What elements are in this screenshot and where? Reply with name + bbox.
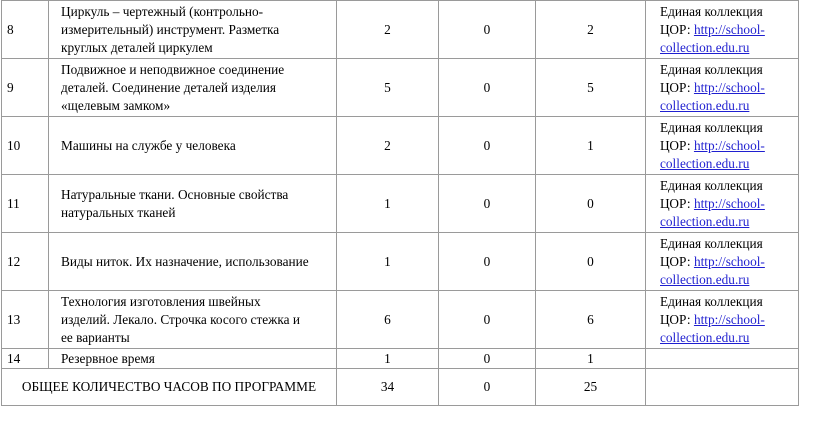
row-practice-hours: 6 xyxy=(536,291,646,349)
resource-line xyxy=(660,79,796,97)
resource-label: ЦОР: xyxy=(660,195,694,211)
row-topic xyxy=(49,59,337,117)
resource-link[interactable]: http://school- xyxy=(693,79,765,95)
table-row xyxy=(2,59,799,117)
row-topic xyxy=(49,175,337,233)
row-practice-hours: 0 xyxy=(536,175,646,233)
topic-line: изделий. Лекало. Строчка косого стежка и xyxy=(61,311,300,327)
topic-line: ее варианты xyxy=(61,329,130,345)
resource-link-line xyxy=(660,97,796,115)
resource-link-line xyxy=(660,271,796,289)
row-number: 8 xyxy=(2,1,49,59)
topic-line: круглых деталей циркулем xyxy=(61,39,213,55)
table-row xyxy=(2,175,799,233)
resource-link[interactable]: http://school- xyxy=(693,311,765,327)
row-total-hours: 1 xyxy=(337,175,439,233)
topic-line: Резервное время xyxy=(61,350,155,366)
resource-line xyxy=(660,253,796,271)
row-topic xyxy=(49,291,337,349)
summary-label: ОБЩЕЕ КОЛИЧЕСТВО ЧАСОВ ПО ПРОГРАММЕ xyxy=(2,369,337,406)
resource-link-line xyxy=(660,39,796,57)
summary-practice-hours: 25 xyxy=(536,369,646,406)
row-theory-hours: 0 xyxy=(439,175,536,233)
resource-link-line xyxy=(660,155,796,173)
row-number: 14 xyxy=(2,349,49,369)
resource-line xyxy=(660,195,796,213)
table-row xyxy=(2,349,799,369)
row-practice-hours: 1 xyxy=(536,117,646,175)
resource-prefix: Единая коллекция xyxy=(660,119,763,135)
row-topic xyxy=(49,1,337,59)
resource-label: ЦОР: xyxy=(660,253,694,269)
row-number: 13 xyxy=(2,291,49,349)
topic-line: натуральных тканей xyxy=(61,204,176,220)
row-practice-hours: 0 xyxy=(536,233,646,291)
summary-total-hours: 34 xyxy=(337,369,439,406)
row-resource xyxy=(646,117,799,175)
resource-label: ЦОР: xyxy=(660,311,694,327)
resource-line xyxy=(660,21,796,39)
row-number: 12 xyxy=(2,233,49,291)
resource-label: ЦОР: xyxy=(660,21,694,37)
table-body xyxy=(2,1,799,406)
row-resource xyxy=(646,59,799,117)
row-total-hours: 1 xyxy=(337,233,439,291)
row-resource xyxy=(646,349,799,369)
row-topic xyxy=(49,233,337,291)
resource-prefix: Единая коллекция xyxy=(660,61,763,77)
row-practice-hours: 1 xyxy=(536,349,646,369)
row-total-hours: 2 xyxy=(337,1,439,59)
row-resource xyxy=(646,291,799,349)
row-number: 10 xyxy=(2,117,49,175)
resource-link[interactable]: http://school- xyxy=(693,253,765,269)
row-practice-hours: 5 xyxy=(536,59,646,117)
curriculum-table xyxy=(1,0,799,406)
table-row xyxy=(2,291,799,349)
resource-label: ЦОР: xyxy=(660,79,694,95)
resource-link[interactable]: collection.edu.ru xyxy=(660,213,750,229)
topic-line: Натуральные ткани. Основные свойства xyxy=(61,186,289,202)
topic-line: деталей. Соединение деталей изделия xyxy=(61,79,277,95)
resource-prefix: Единая коллекция xyxy=(660,3,763,19)
row-resource xyxy=(646,233,799,291)
row-theory-hours: 0 xyxy=(439,1,536,59)
resource-link[interactable]: collection.edu.ru xyxy=(660,97,750,113)
summary-theory-hours: 0 xyxy=(439,369,536,406)
resource-line xyxy=(660,311,796,329)
resource-prefix: Единая коллекция xyxy=(660,235,763,251)
row-total-hours: 2 xyxy=(337,117,439,175)
summary-resource-cell xyxy=(646,369,799,406)
row-number: 9 xyxy=(2,59,49,117)
resource-link[interactable]: collection.edu.ru xyxy=(660,39,750,55)
topic-line: Машины на службе у человека xyxy=(61,137,236,153)
resource-link[interactable]: http://school- xyxy=(693,195,765,211)
resource-prefix: Единая коллекция xyxy=(660,293,763,309)
row-total-hours: 5 xyxy=(337,59,439,117)
topic-line: «щелевым замком» xyxy=(61,97,171,113)
topic-line: измерительный) инструмент. Разметка xyxy=(61,21,280,37)
row-theory-hours: 0 xyxy=(439,59,536,117)
resource-link-line xyxy=(660,329,796,347)
resource-link[interactable]: http://school- xyxy=(693,137,765,153)
table-row xyxy=(2,233,799,291)
resource-link[interactable]: collection.edu.ru xyxy=(660,271,750,287)
row-resource xyxy=(646,175,799,233)
row-total-hours: 6 xyxy=(337,291,439,349)
row-theory-hours: 0 xyxy=(439,117,536,175)
table-row xyxy=(2,117,799,175)
row-theory-hours: 0 xyxy=(439,349,536,369)
row-theory-hours: 0 xyxy=(439,291,536,349)
row-practice-hours: 2 xyxy=(536,1,646,59)
summary-row xyxy=(2,369,799,406)
topic-line: Циркуль – чертежный (контрольно- xyxy=(61,3,264,19)
resource-prefix: Единая коллекция xyxy=(660,177,763,193)
resource-link-line xyxy=(660,213,796,231)
row-topic xyxy=(49,117,337,175)
resource-line xyxy=(660,137,796,155)
resource-link[interactable]: collection.edu.ru xyxy=(660,329,750,345)
row-number: 11 xyxy=(2,175,49,233)
topic-line: Технология изготовления швейных xyxy=(61,293,261,309)
row-total-hours: 1 xyxy=(337,349,439,369)
resource-label: ЦОР: xyxy=(660,137,694,153)
row-theory-hours: 0 xyxy=(439,233,536,291)
row-resource xyxy=(646,1,799,59)
topic-line: Подвижное и неподвижное соединение xyxy=(61,61,285,77)
resource-link[interactable]: http://school- xyxy=(693,21,765,37)
topic-line: Виды ниток. Их назначение, использование xyxy=(61,253,309,269)
resource-link[interactable]: collection.edu.ru xyxy=(660,155,750,171)
table-row xyxy=(2,1,799,59)
row-topic xyxy=(49,349,337,369)
